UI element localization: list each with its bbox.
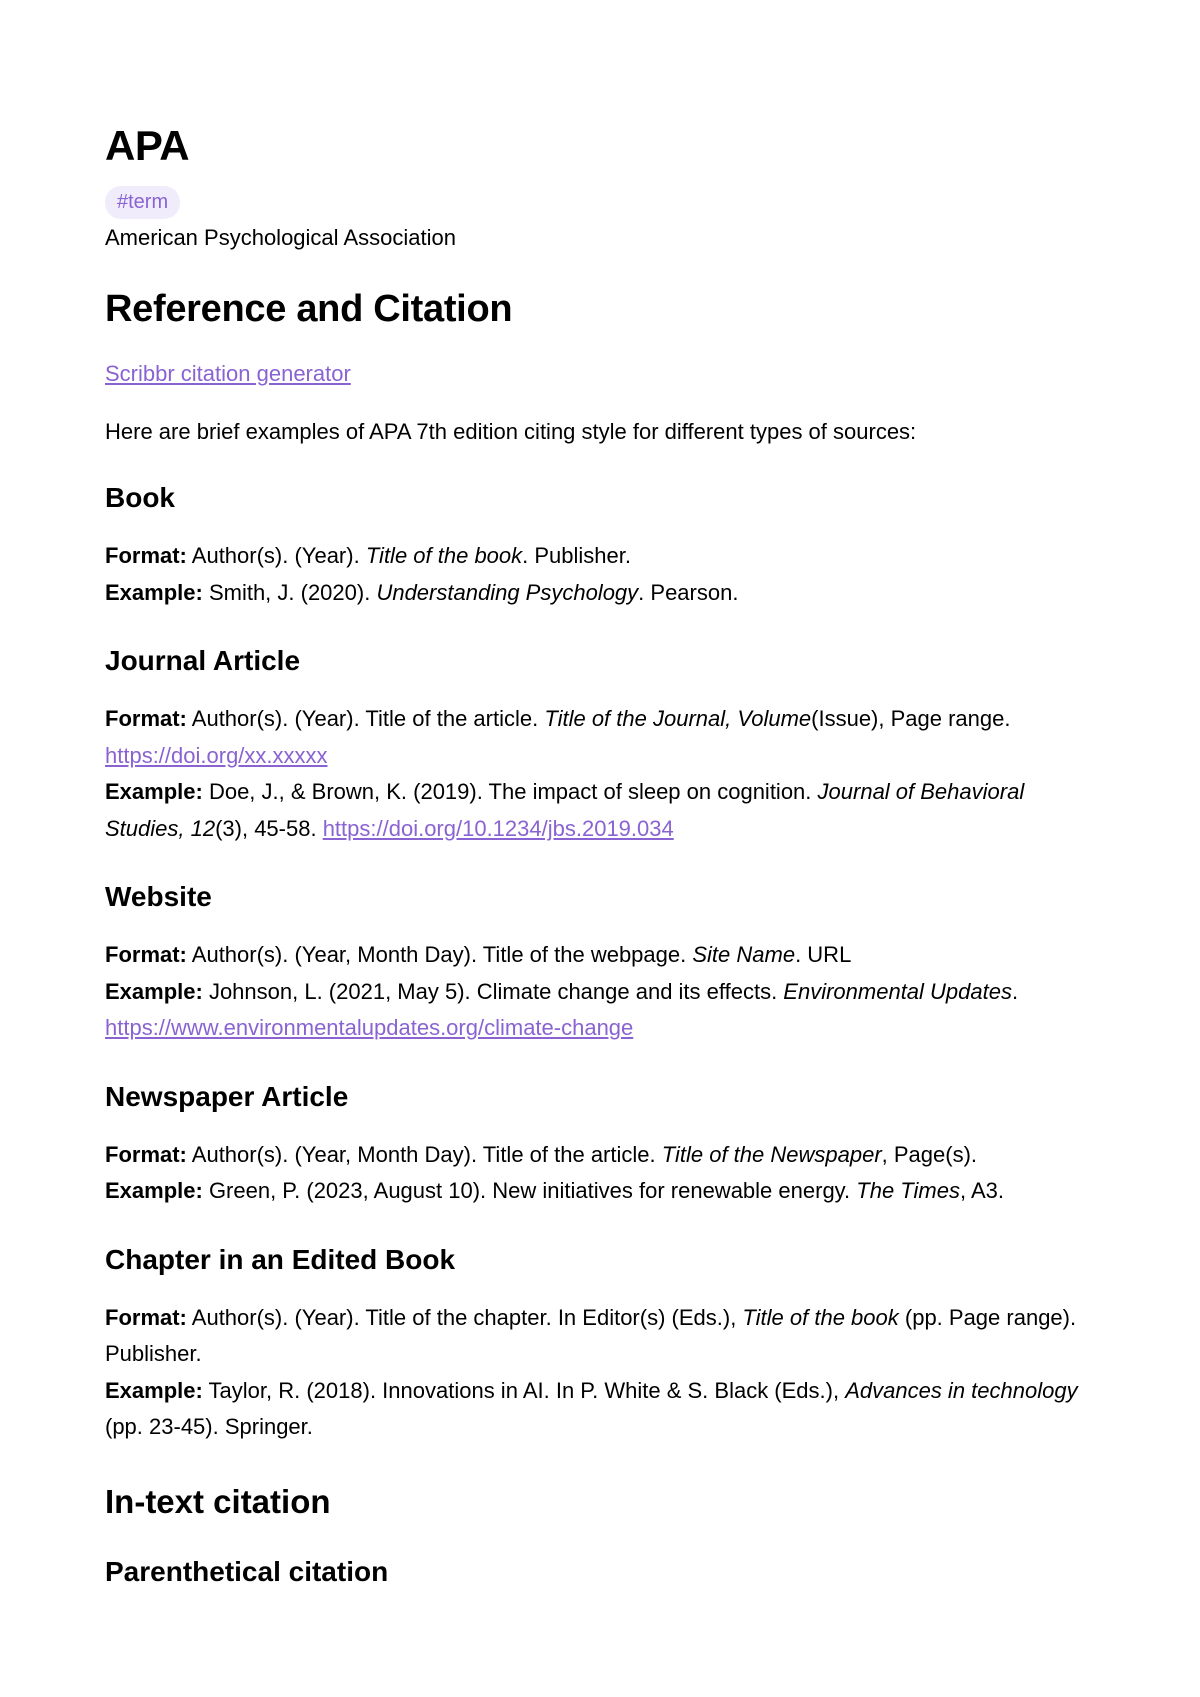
journal-example-doi-link[interactable]: https://doi.org/10.1234/jbs.2019.034: [322, 815, 674, 841]
chapter-heading: Chapter in an Edited Book: [105, 1243, 456, 1275]
book-example-text: Smith, J. (2020).: [202, 579, 377, 605]
example-label: Example:: [105, 579, 203, 605]
book-format-italic: Title of the book: [365, 543, 523, 568]
reference-citation-heading: Reference and Citation: [105, 288, 513, 330]
document-content: [105, 118, 1105, 1590]
page-title: APA: [105, 122, 190, 169]
newspaper-example-text: Green, P. (2023, August 10). New initiatives for renewable energy.: [202, 1178, 857, 1203]
page-subtitle: American Psychological Association: [105, 225, 456, 250]
website-format-text: Author(s). (Year, Month Day). Title of the webpage.: [186, 942, 693, 967]
website-format-italic: Site Name: [692, 942, 796, 967]
chapter-example-text-end: (pp. 23-45). Springer.: [105, 1414, 313, 1439]
book-heading: Book: [105, 482, 175, 513]
journal-format-italic: Title of the Journal, Volume: [544, 706, 812, 731]
book-format-text-end: . Publisher.: [522, 543, 631, 568]
journal-example-text: Doe, J., & Brown, K. (2019). The impact of sleep on cognition.: [202, 779, 818, 804]
website-example-text-end: .: [1011, 978, 1019, 1004]
website-example-text: Johnson, L. (2021, May 5). Climate change and its effects.: [202, 978, 784, 1004]
format-label: Format:: [105, 543, 187, 568]
example-label: Example:: [105, 779, 203, 804]
journal-format-doi-link[interactable]: https://doi.org/xx.xxxxx: [105, 742, 328, 768]
newspaper-heading: Newspaper Article: [105, 1080, 349, 1112]
parenthetical-citation-heading: Parenthetical citation: [105, 1555, 389, 1587]
example-label: Example:: [105, 1178, 203, 1203]
newspaper-format-text: Author(s). (Year, Month Day). Title of the article.: [186, 1141, 662, 1167]
chapter-format-text: Author(s). (Year). Title of the chapter. In Editor(s) (Eds.),: [186, 1304, 743, 1330]
in-text-citation-heading: In-text citation: [105, 1482, 331, 1520]
chapter-format-text-end: (pp. Page range). Publisher.: [105, 1304, 1077, 1366]
journal-block: [105, 701, 1105, 847]
format-label: Format:: [105, 942, 187, 967]
chapter-example-text: Taylor, R. (2018). Innovations in AI. In P. White & S. Black (Eds.),: [202, 1377, 846, 1403]
book-block: [105, 538, 1105, 611]
website-block: [105, 937, 1105, 1047]
chapter-format-italic: Title of the book: [742, 1304, 899, 1330]
journal-format-text-end: (Issue), Page range.: [811, 706, 1011, 731]
newspaper-format-italic: Title of the Newspaper: [661, 1141, 882, 1167]
newspaper-block: [105, 1137, 1105, 1210]
newspaper-example-italic: The Times: [856, 1178, 960, 1203]
website-example-italic: Environmental Updates: [783, 978, 1012, 1004]
website-example-link[interactable]: https://www.environmentalupdates.org/climate-change: [105, 1015, 634, 1040]
website-heading: Website: [105, 881, 212, 912]
book-example-text-end: . Pearson.: [638, 579, 739, 605]
journal-heading: Journal Article: [105, 645, 301, 676]
book-format-text: Author(s). (Year).: [186, 543, 366, 568]
example-label: Example:: [105, 978, 203, 1004]
intro-paragraph: Here are brief examples of APA 7th edition citing style for different types of sources:: [105, 419, 917, 444]
chapter-block: [105, 1300, 1105, 1446]
journal-format-text: Author(s). (Year). Title of the article.: [186, 706, 545, 731]
term-tag[interactable]: #term: [105, 186, 180, 219]
website-format-text-end: . URL: [795, 942, 852, 967]
example-label: Example:: [105, 1377, 203, 1403]
newspaper-example-text-end: , A3.: [959, 1178, 1005, 1203]
journal-example-text-end: (3), 45-58.: [215, 815, 323, 841]
format-label: Format:: [105, 1304, 187, 1330]
format-label: Format:: [105, 1141, 187, 1167]
journal-example-italic: Journal of Behavioral Studies, 12: [105, 779, 1025, 841]
newspaper-format-text-end: , Page(s).: [881, 1141, 978, 1167]
chapter-example-italic: Advances in technology: [845, 1377, 1078, 1403]
scribbr-generator-link[interactable]: Scribbr citation generator: [105, 361, 351, 386]
book-example-italic: Understanding Psychology: [376, 579, 639, 605]
format-label: Format:: [105, 706, 187, 731]
